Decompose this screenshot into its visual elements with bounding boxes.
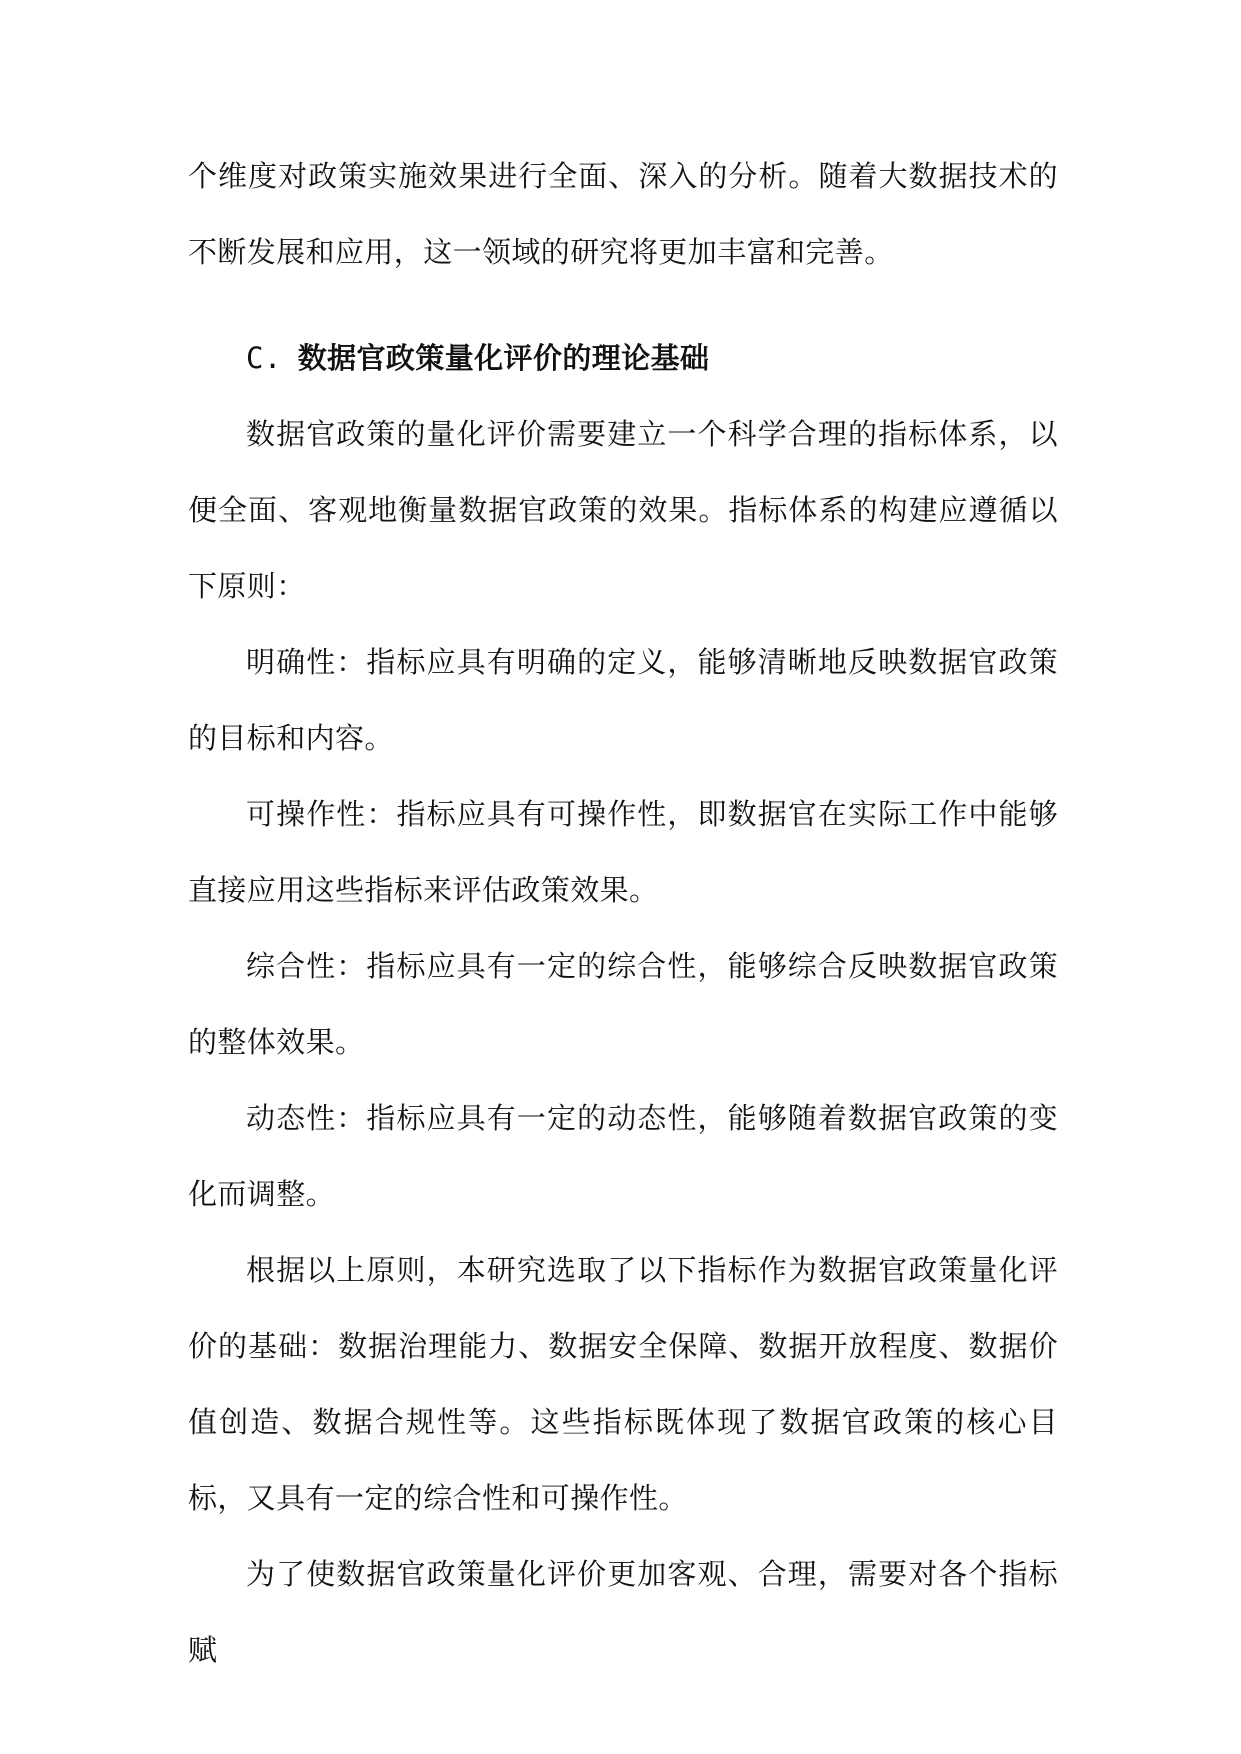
document-body [188,138,1058,1688]
section-letter: C. [246,341,282,375]
continued-paragraph: 个维度对政策实施效果进行全面、深入的分析。随着大数据技术的不断发展和应用，这一领域的研究将更加丰富和完善。 [188,159,1058,269]
paragraph-clarity: 明确性：指标应具有明确的定义，能够清晰地反映数据官政策的目标和内容。 [188,645,1058,755]
section-heading [188,320,1058,396]
paragraph-operability: 可操作性：指标应具有可操作性，即数据官在实际工作中能够直接应用这些指标来评估政策效果。 [188,797,1058,907]
paragraph-intro: 数据官政策的量化评价需要建立一个科学合理的指标体系，以便全面、客观地衡量数据官政策的效果。指标体系的构建应遵循以下原则： [188,417,1058,603]
section-title: 数据官政策量化评价的理论基础 [297,341,710,375]
paragraph-weighting: 为了使数据官政策量化评价更加客观、合理，需要对各个指标赋 [188,1557,1058,1667]
paragraph-comprehensiveness: 综合性：指标应具有一定的综合性，能够综合反映数据官政策的整体效果。 [188,949,1058,1059]
paragraph-indicators: 根据以上原则，本研究选取了以下指标作为数据官政策量化评价的基础：数据治理能力、数据安全保障、数据开放程度、数据价值创造、数据合规性等。这些指标既体现了数据官政策的核心目标，又具有一定的综合性和可操作性。 [188,1253,1058,1515]
paragraph-dynamics: 动态性：指标应具有一定的动态性，能够随着数据官政策的变化而调整。 [188,1101,1058,1211]
